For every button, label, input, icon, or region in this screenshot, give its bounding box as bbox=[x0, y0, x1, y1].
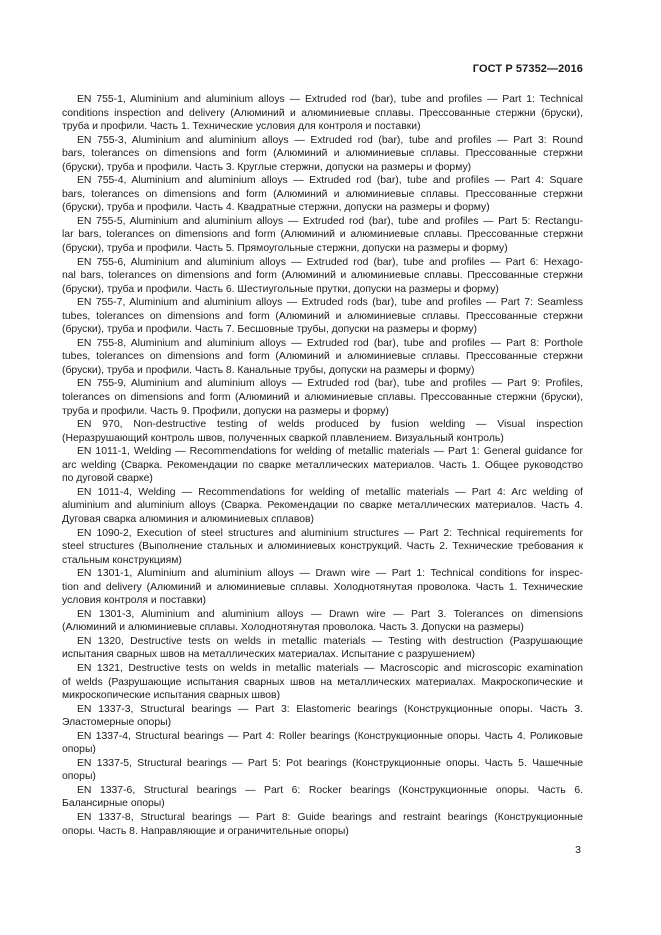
reference-line: (бруски), труба и профили. Часть 4. Квадратные стержни, допуски на размеры и форму) bbox=[62, 202, 490, 214]
reference-entry bbox=[62, 174, 583, 215]
reference-line: EN 1337-3, Structural bearings — Part 3: Elastomeric bearings (Конструкционные опоры. Часть 3. bbox=[77, 703, 583, 715]
reference-entry bbox=[62, 93, 583, 134]
reference-line: nal bars, tolerances on dimensions and form (Алюминий и алюминиевые сплавы. Прессованные стержни bbox=[62, 270, 583, 282]
reference-line: EN 1011-1, Welding — Recommendations for welding of metallic materials — Part 1: General guidance for bbox=[77, 446, 583, 458]
reference-line: bars, tolerances on dimensions and form (Алюминий и алюминиевые сплавы. Прессованные стержни bbox=[62, 188, 583, 200]
reference-line: arc welding (Сварка. Рекомендации по сварке металлических материалов. Часть 1. Общее руководство bbox=[62, 459, 583, 471]
reference-line: (Алюминий и алюминиевые сплавы. Холоднотянутая проволока. Часть 3. Допуски на размеры) bbox=[62, 622, 524, 634]
page-number: 3 bbox=[575, 844, 581, 856]
reference-line: bars, tolerances on dimensions and form (Алюминий и алюминиевые сплавы. Прессованные стержни bbox=[62, 148, 583, 160]
reference-line: of welds (Разрушающие испытания сварных швов на металлических материалах. Макроскопические и bbox=[62, 676, 583, 688]
reference-entry bbox=[62, 662, 583, 703]
reference-line: tubes, tolerances on dimensions and form (Алюминий и алюминиевые сплавы. Прессованные стержни bbox=[62, 310, 583, 322]
reference-line: steel structures (Выполнение стальных и алюминиевых конструкций. Часть 2. Технические требования к bbox=[62, 541, 583, 553]
reference-entry bbox=[62, 377, 583, 418]
reference-line: труба и профили. Часть 9. Профили, допуски на размеры и форму) bbox=[62, 405, 389, 417]
reference-line: (бруски), труба и профили. Часть 8. Канальные трубы, допуски на размеры и форму) bbox=[62, 364, 475, 376]
reference-line: EN 1320, Destructive tests on welds in metallic materials — Testing with destruction (Разрушающие bbox=[77, 635, 583, 647]
reference-entry bbox=[62, 256, 583, 297]
reference-line: (бруски), труба и профили. Часть 7. Бесшовные трубы, допуски на размеры и форму) bbox=[62, 324, 478, 336]
reference-line: tubes, tolerances on dimensions and form (Алюминий и алюминиевые сплавы. Прессованные стержни bbox=[62, 351, 583, 363]
reference-line: EN 1337-4, Structural bearings — Part 4: Roller bearings (Конструкционные опоры. Часть 4. Роликовые bbox=[77, 730, 583, 742]
reference-entry bbox=[62, 730, 583, 757]
normative-references-list bbox=[62, 93, 583, 838]
reference-line: EN 755-4, Aluminium and aluminium alloys — Extruded rod (bar), tube and profiles — Part 4: Square bbox=[77, 175, 583, 187]
reference-line: стальным конструкциям) bbox=[62, 554, 182, 566]
reference-line: conditions inspection and delivery (Алюминий и алюминиевые сплавы. Прессованные стержни (бруски), bbox=[62, 107, 583, 119]
reference-line: tion and delivery (Алюминий и алюминиевые сплавы. Холоднотянутая проволока. Часть 1. Технические bbox=[62, 581, 583, 593]
reference-entry bbox=[62, 757, 583, 784]
reference-entry bbox=[62, 337, 583, 378]
reference-line: (бруски), труба и профили. Часть 3. Круглые стержни, допуски на размеры и форму) bbox=[62, 161, 472, 173]
reference-line: Балансирные опоры) bbox=[62, 798, 165, 810]
reference-line: EN 1011-4, Welding — Recommendations for welding of metallic materials — Part 4: Arc welding of bbox=[77, 486, 583, 498]
reference-entry bbox=[62, 703, 583, 730]
reference-line: EN 755-7, Aluminium and aluminium alloys — Extruded rods (bar), tube and profiles — Part 7: Seamless bbox=[77, 297, 583, 309]
reference-line: EN 1321, Destructive tests on welds in metallic materials — Macroscopic and microscopic examination bbox=[77, 662, 583, 674]
reference-line: опоры. Часть 8. Направляющие и ограничительные опоры) bbox=[62, 825, 349, 837]
reference-line: (Неразрушающий контроль швов, полученных сваркой плавлением. Визуальный контроль) bbox=[62, 432, 504, 444]
reference-line: EN 755-3, Aluminium and aluminium alloys — Extruded rod (bar), tube and profiles — Part 3: Round bbox=[77, 134, 583, 146]
reference-entry bbox=[62, 527, 583, 568]
reference-line: lar bars, tolerances on dimensions and form (Алюминий и алюминиевые сплавы. Прессованные стержни bbox=[62, 229, 583, 241]
reference-line: EN 755-9, Aluminium and aluminium alloys — Extruded rod (bar), tube and profiles — Part 9: Profiles, bbox=[77, 378, 583, 390]
reference-line: EN 755-5, Aluminium and aluminium alloys — Extruded rod (bar), tube and profiles — Part 5: Rectangu- bbox=[77, 215, 583, 227]
reference-line: условия контроля и поставки) bbox=[62, 595, 206, 607]
reference-entry bbox=[62, 567, 583, 608]
reference-line: опоры) bbox=[62, 771, 96, 783]
reference-line: по дуговой сварке) bbox=[62, 473, 153, 485]
reference-entry bbox=[62, 486, 583, 527]
reference-line: Дуговая сварка алюминия и алюминиевых сплавов) bbox=[62, 513, 314, 525]
reference-line: EN 1301-1, Aluminium and aluminium alloys — Drawn wire — Part 1: Technical conditions for inspec- bbox=[77, 568, 583, 580]
reference-entry bbox=[62, 296, 583, 337]
reference-line: опоры) bbox=[62, 744, 96, 756]
reference-line: EN 1337-6, Structural bearings — Part 6: Rocker bearings (Конструкционные опоры. Часть 6. bbox=[77, 784, 583, 796]
reference-line: EN 755-1, Aluminium and aluminium alloys — Extruded rod (bar), tube and profiles — Part 1: Technical bbox=[77, 94, 583, 105]
reference-line: (бруски), труба и профили. Часть 6. Шестиугольные прутки, допуски на размеры и форму) bbox=[62, 283, 499, 295]
reference-line: EN 1090-2, Execution of steel structures and aluminium structures — Part 2: Technical requirements for bbox=[77, 527, 583, 539]
reference-entry bbox=[62, 635, 583, 662]
reference-entry bbox=[62, 784, 583, 811]
reference-line: испытания сварных швов на металлических материалах. Испытание с разрушением) bbox=[62, 649, 475, 661]
reference-line: EN 755-8, Aluminium and aluminium alloys — Extruded rod (bar), tube and profiles — Part 8: Porthole bbox=[77, 337, 583, 349]
reference-line: tolerances on dimensions and form (Алюминий и алюминиевые сплавы. Прессованные стержни (бруски), bbox=[62, 392, 583, 404]
reference-line: EN 755-6, Aluminium and aluminium alloys — Extruded rod (bar), tube and profiles — Part 6: Hexago- bbox=[77, 256, 583, 268]
reference-line: микроскопические испытания сварных швов) bbox=[62, 690, 281, 702]
reference-line: EN 1337-8, Structural bearings — Part 8: Guide bearings and restraint bearings (Конструкционные bbox=[77, 811, 583, 823]
reference-entry bbox=[62, 445, 583, 486]
reference-entry bbox=[62, 418, 583, 445]
reference-line: EN 970, Non-destructive testing of welds produced by fusion welding — Visual inspection bbox=[77, 419, 583, 431]
reference-line: Эластомерные опоры) bbox=[62, 717, 172, 729]
reference-line: EN 1301-3, Aluminium and aluminium alloys — Drawn wire — Part 3. Tolerances on dimensions bbox=[77, 608, 583, 620]
reference-entry bbox=[62, 608, 583, 635]
reference-line: EN 1337-5, Structural bearings — Part 5: Pot bearings (Конструкционные опоры. Часть 5. Чашечные bbox=[77, 757, 583, 769]
reference-line: труба и профили. Часть 1. Технические условия для контроля и поставки) bbox=[62, 121, 421, 133]
reference-line: (бруски), труба и профили. Часть 5. Прямоугольные стержни, допуски на размеры и форму) bbox=[62, 243, 508, 255]
reference-entry bbox=[62, 215, 583, 256]
reference-entry bbox=[62, 134, 583, 175]
reference-entry bbox=[62, 811, 583, 838]
document-code-header: ГОСТ Р 57352—2016 bbox=[472, 63, 583, 75]
reference-line: aluminium and aluminium alloys (Сварка. Рекомендации по сварке металлических материалов. Часть 4. bbox=[62, 500, 583, 512]
